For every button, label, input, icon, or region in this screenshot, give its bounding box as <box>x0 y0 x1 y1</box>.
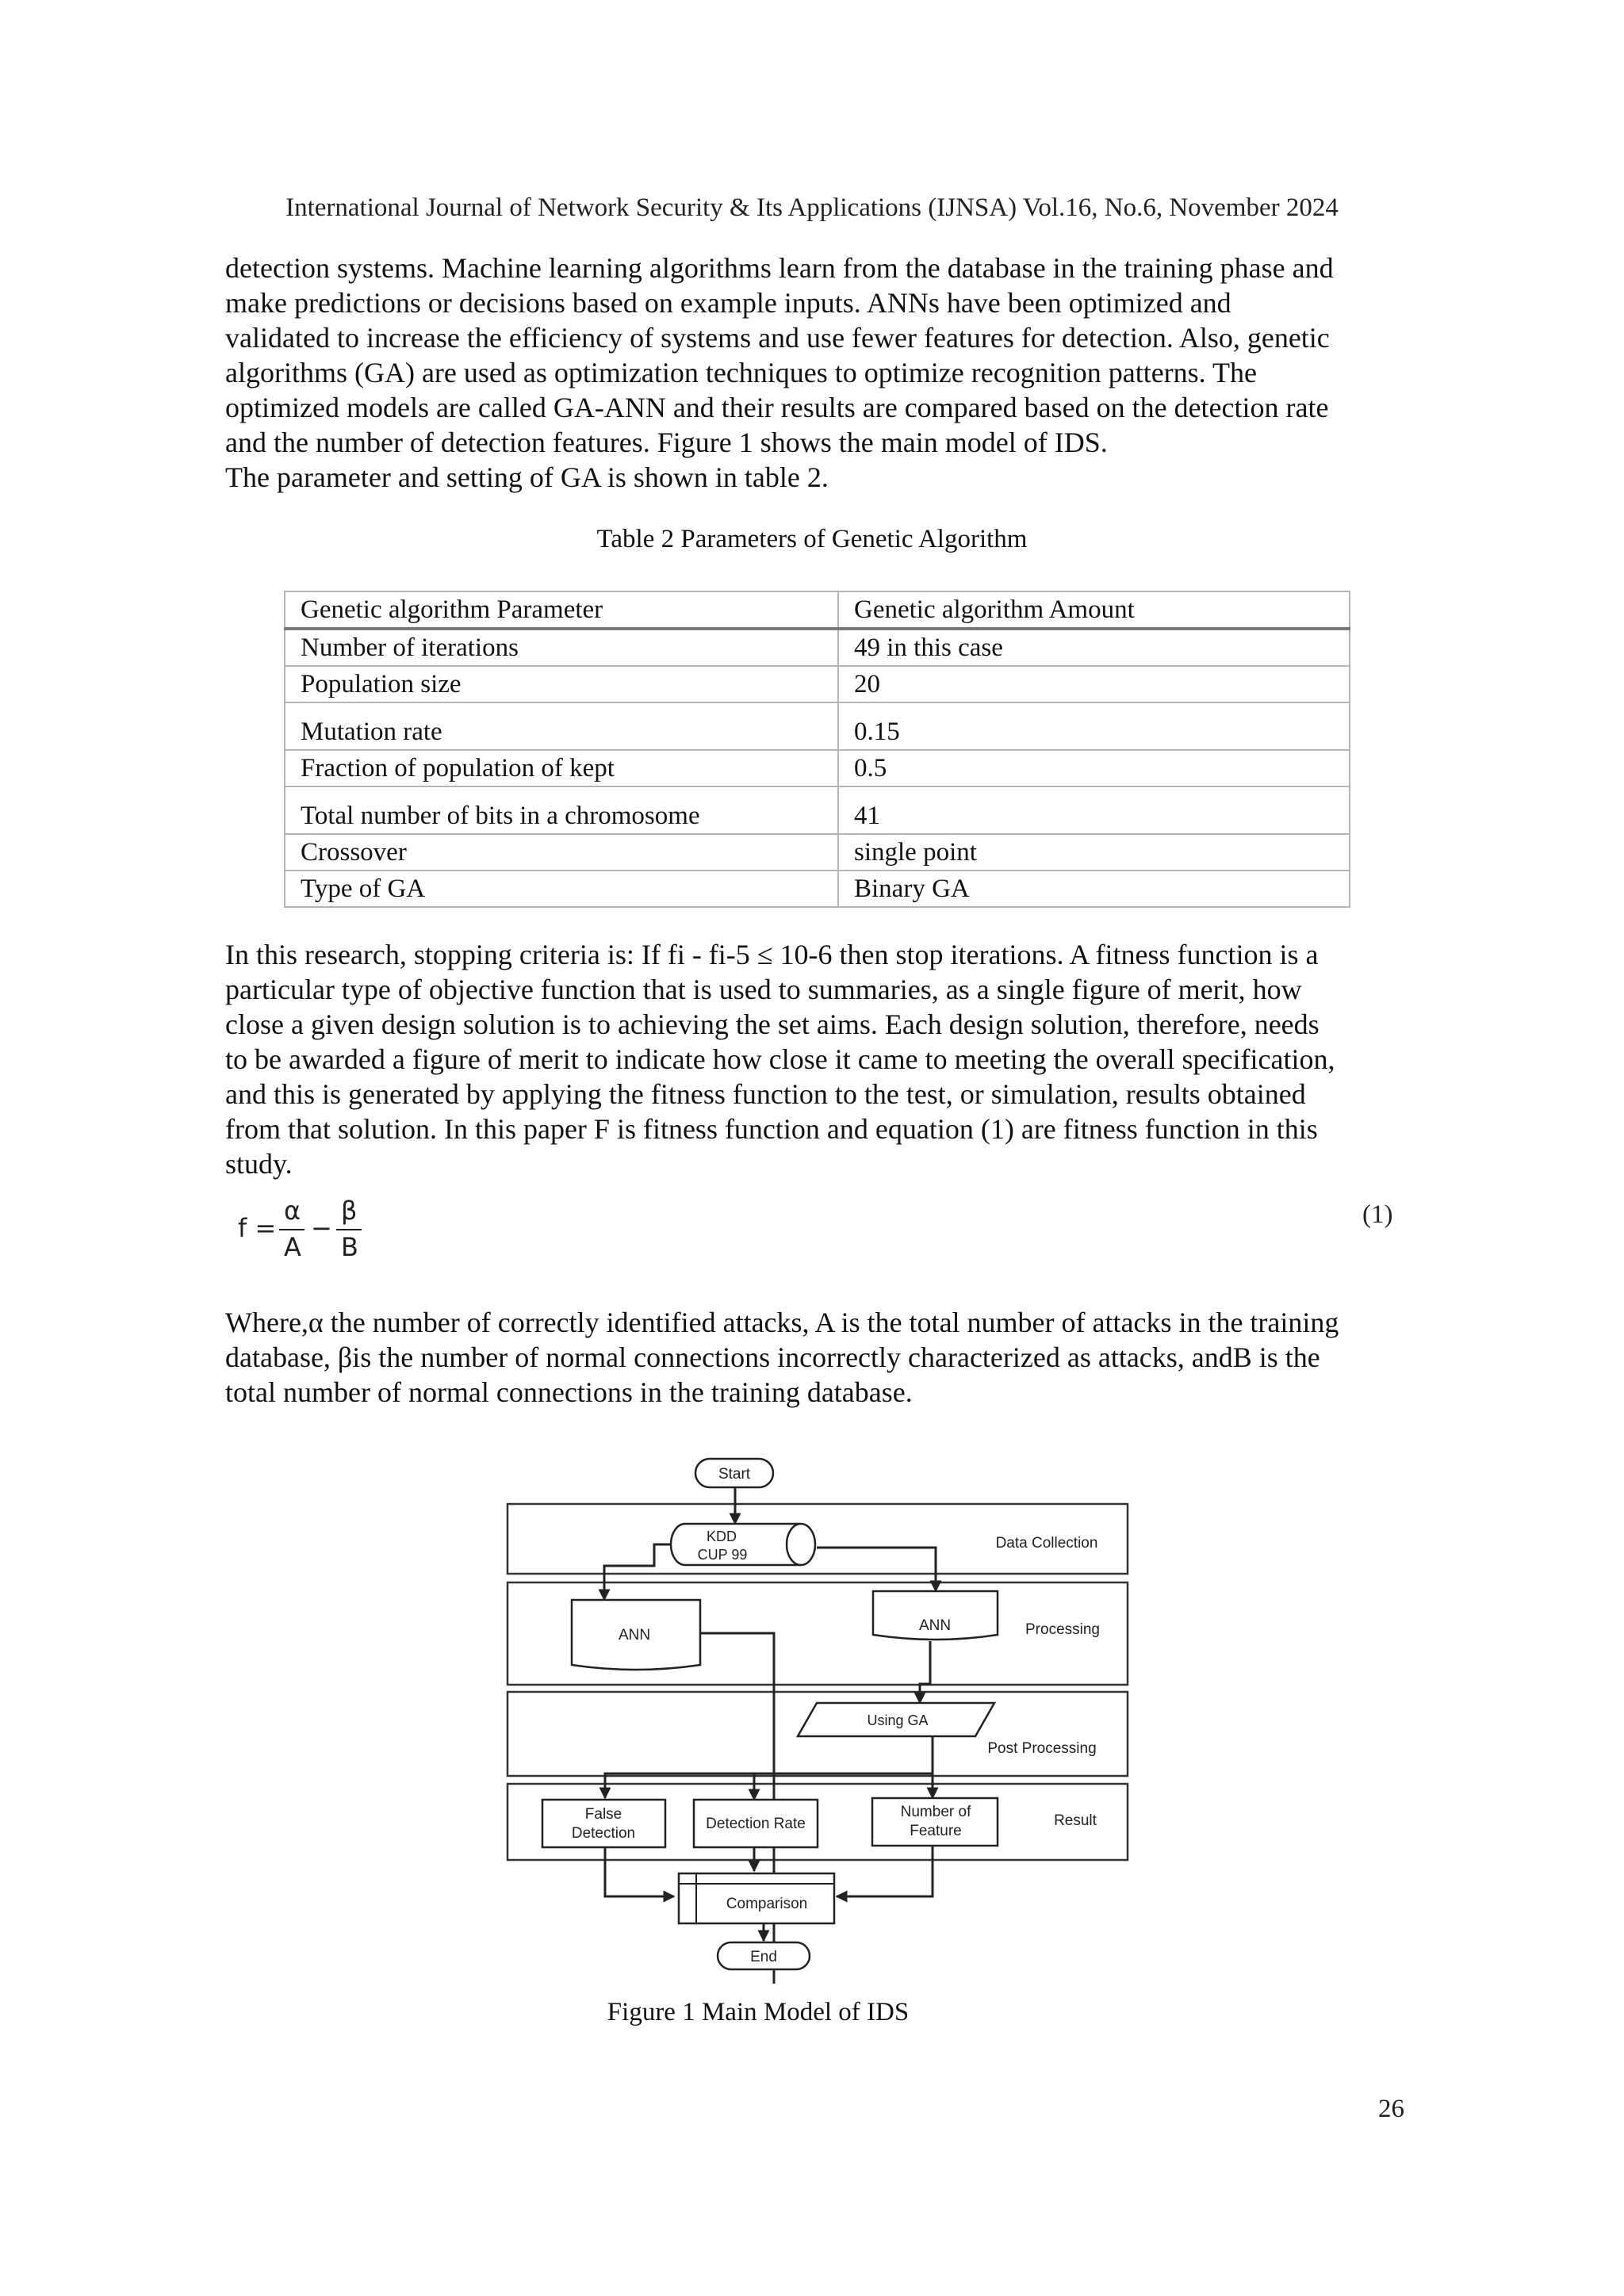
connector <box>605 1736 933 1798</box>
equation-denominator-a: A <box>284 1232 301 1262</box>
table-cell: Binary GA <box>838 871 1350 907</box>
false-detection-label-line1: False <box>584 1806 622 1823</box>
table-cell: Type of GA <box>285 871 838 907</box>
text-line: optimized models are called GA-ANN and their results are compared based on the detection rate <box>225 392 1329 423</box>
number-of-feature-label-line2: Feature <box>910 1823 962 1839</box>
equation-denominator-b: B <box>341 1232 358 1262</box>
text-line: from that solution. In this paper F is fitness function and equation (1) are fitness function in this <box>225 1113 1318 1145</box>
connector <box>605 1847 674 1896</box>
false-detection-label-line2: Detection <box>571 1825 636 1842</box>
table-cell: 41 <box>838 786 1350 834</box>
table-cell: single point <box>838 834 1350 871</box>
table-header-cell: Genetic algorithm Amount <box>838 591 1350 629</box>
equation-number: (1) <box>1362 1200 1393 1229</box>
text-line: database, βis the number of normal connections incorrectly characterized as attacks, andB is the <box>225 1341 1320 1373</box>
text-line: algorithms (GA) are used as optimization techniques to optimize recognition patterns. The <box>225 357 1257 388</box>
text-line: make predictions or decisions based on example inputs. ANNs have been optimized and <box>225 287 1231 319</box>
using-ga-label: Using GA <box>867 1712 929 1728</box>
table-header-cell: Genetic algorithm Parameter <box>285 591 838 629</box>
equation-numerator-alpha: α <box>284 1196 301 1226</box>
table-cell: Number of iterations <box>285 629 838 666</box>
connector <box>817 1548 936 1591</box>
kdd-label-line1: KDD <box>706 1529 737 1544</box>
text-line: detection systems. Machine learning algorithms learn from the database in the training phase and <box>225 252 1334 284</box>
text-line: In this research, stopping criteria is: If fi - fi-5 ≤ 10-6 then stop iterations. A fitness function is a <box>225 939 1319 970</box>
table-cell: Crossover <box>285 834 838 871</box>
text-line: close a given design solution is to achieving the set aims. Each design solution, therefore, needs <box>225 1008 1320 1040</box>
journal-header: International Journal of Network Security & Its Applications (IJNSA) Vol.16, No.6, November 2024 <box>285 193 1339 222</box>
text-line: study. <box>225 1148 293 1180</box>
connector <box>837 1846 933 1896</box>
table-cell: 49 in this case <box>838 629 1350 666</box>
connector <box>920 1641 930 1703</box>
page-number: 26 <box>1378 2095 1404 2123</box>
figure-caption: Figure 1 Main Model of IDS <box>607 1998 910 2026</box>
table-cell: Fraction of population of kept <box>285 750 838 786</box>
text-line: total number of normal connections in the training database. <box>225 1376 913 1408</box>
kdd-label-line2: CUP 99 <box>697 1547 748 1563</box>
lane-label-result: Result <box>1054 1812 1097 1829</box>
table-cell: 0.5 <box>838 750 1350 786</box>
table-cell: Total number of bits in a chromosome <box>285 786 838 834</box>
comparison-label: Comparison <box>726 1896 808 1912</box>
lane-label-data-collection: Data Collection <box>995 1535 1098 1552</box>
text-line: to be awarded a figure of merit to indicate how close it came to meeting the overall specification, <box>225 1043 1335 1075</box>
lane-label-post-processing: Post Processing <box>987 1740 1097 1757</box>
text-line: The parameter and setting of GA is shown in table 2. <box>225 461 829 493</box>
start-label: Start <box>718 1466 751 1483</box>
equation-minus: − <box>311 1213 332 1243</box>
table-caption: Table 2 Parameters of Genetic Algorithm <box>596 525 1028 553</box>
equation-numerator-beta: β <box>341 1196 358 1226</box>
end-label: End <box>750 1949 777 1965</box>
equation-lhs: f = <box>238 1213 277 1243</box>
table-cell: 0.15 <box>838 702 1350 750</box>
table-cell: Mutation rate <box>285 702 838 750</box>
text-line: particular type of objective function that is used to summaries, as a single figure of merit, how <box>225 974 1302 1005</box>
detection-rate-label: Detection Rate <box>706 1816 806 1832</box>
table-cell: Population size <box>285 666 838 702</box>
text-line: and the number of detection features. Figure 1 shows the main model of IDS. <box>225 427 1108 458</box>
text-line: validated to increase the efficiency of systems and use fewer features for detection. Also, genetic <box>225 322 1330 354</box>
table-cell: 20 <box>838 666 1350 702</box>
text-line: and this is generated by applying the fitness function to the test, or simulation, results obtained <box>225 1078 1306 1110</box>
number-of-feature-label-line1: Number of <box>900 1804 971 1820</box>
text-line: Where,α the number of correctly identified attacks, A is the total number of attacks in the training <box>225 1307 1339 1338</box>
ann-left-label: ANN <box>618 1627 651 1644</box>
lane-label-processing: Processing <box>1025 1621 1100 1638</box>
ann-right-label: ANN <box>918 1617 952 1634</box>
